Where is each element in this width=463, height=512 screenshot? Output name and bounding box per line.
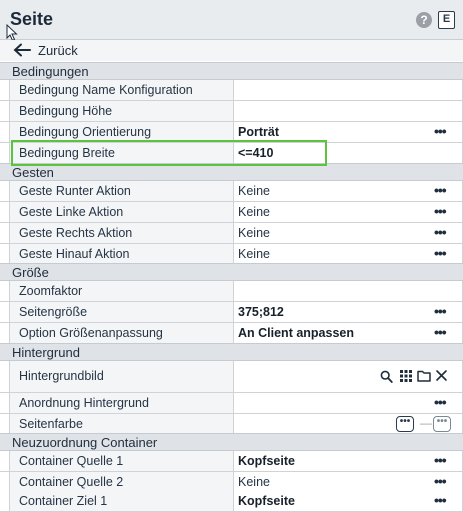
highlight-frame xyxy=(11,140,327,166)
property-label: Geste Linke Aktion xyxy=(19,205,124,219)
property-label: Geste Hinauf Aktion xyxy=(19,247,130,261)
property-row[interactable] xyxy=(0,181,463,202)
property-label: Hintergrundbild xyxy=(19,369,104,383)
property-label-cell xyxy=(9,101,234,121)
property-row[interactable] xyxy=(0,393,463,414)
property-row[interactable] xyxy=(0,223,463,244)
property-label: Bedingung Höhe xyxy=(19,104,113,118)
property-row[interactable] xyxy=(0,472,463,493)
property-row[interactable] xyxy=(0,451,463,472)
folder-icon[interactable] xyxy=(417,370,431,382)
more-options-icon[interactable]: ••• xyxy=(434,324,446,340)
e-badge-icon[interactable]: E xyxy=(438,11,455,29)
property-value[interactable]: Keine xyxy=(238,184,270,198)
property-row[interactable] xyxy=(0,202,463,223)
title-bar xyxy=(0,0,463,40)
property-value[interactable]: <=410 xyxy=(238,146,274,160)
page-title: Seite xyxy=(10,9,54,29)
back-bar[interactable] xyxy=(0,40,463,61)
more-options-icon[interactable]: ••• xyxy=(434,303,446,319)
property-value[interactable]: An Client anpassen xyxy=(238,326,354,340)
more-options-icon[interactable]: ••• xyxy=(434,394,446,410)
property-label-cell xyxy=(9,451,234,471)
section-title: Neuzuordnung Container xyxy=(12,435,158,450)
arrow-left-icon[interactable] xyxy=(13,43,31,57)
property-value[interactable]: Porträt xyxy=(238,125,279,139)
property-row[interactable] xyxy=(0,491,463,512)
section-hintergrund xyxy=(0,343,463,361)
property-label: Zoomfaktor xyxy=(19,284,83,298)
more-options-icon[interactable]: ••• xyxy=(434,245,446,261)
more-options-icon[interactable]: ••• xyxy=(434,473,446,489)
property-value[interactable]: Keine xyxy=(238,226,270,240)
property-label: Option Größenanpassung xyxy=(19,326,163,340)
section-title: Größe xyxy=(12,265,49,280)
property-value[interactable]: Keine xyxy=(238,205,270,219)
more-options-icon[interactable]: ••• xyxy=(434,123,446,139)
section-title: Hintergrund xyxy=(12,345,80,360)
property-label: Seitengröße xyxy=(19,305,88,319)
property-label-cell xyxy=(9,281,234,301)
more-options-icon[interactable]: ••• xyxy=(434,452,446,468)
property-label: Container Quelle 1 xyxy=(19,454,124,468)
property-row[interactable] xyxy=(0,414,463,435)
section-neuzuordnung-container xyxy=(0,433,463,451)
property-label-cell xyxy=(9,414,234,434)
more-options-icon[interactable]: ••• xyxy=(434,224,446,240)
property-label-cell xyxy=(9,393,234,413)
property-label: Anordnung Hintergrund xyxy=(19,396,149,410)
property-value[interactable]: Keine xyxy=(238,475,270,489)
color-picker-button[interactable]: ••• xyxy=(396,416,414,432)
property-label-cell xyxy=(9,491,234,511)
help-icon[interactable]: ? xyxy=(416,12,432,28)
property-row[interactable] xyxy=(0,101,463,122)
property-label-cell xyxy=(9,122,234,142)
grid-icon[interactable] xyxy=(400,370,412,382)
back-label[interactable]: Zurück xyxy=(38,43,78,58)
property-label-cell xyxy=(9,181,234,201)
property-row[interactable] xyxy=(0,281,463,302)
section-title: Gesten xyxy=(12,165,54,180)
property-row[interactable] xyxy=(0,244,463,265)
property-value[interactable]: Kopfseite xyxy=(238,494,295,508)
search-icon[interactable] xyxy=(380,370,393,384)
property-value[interactable]: Kopfseite xyxy=(238,454,295,468)
property-label: Container Quelle 2 xyxy=(19,475,124,489)
property-label: Seitenfarbe xyxy=(19,417,83,431)
property-label-cell xyxy=(9,472,234,492)
property-label-cell xyxy=(9,244,234,264)
property-label-cell xyxy=(9,361,234,392)
property-row[interactable] xyxy=(0,302,463,323)
color-picker-button-light[interactable]: ••• xyxy=(433,416,451,432)
section-bedingungen xyxy=(0,62,463,80)
more-options-icon[interactable]: ••• xyxy=(434,203,446,219)
property-label-cell xyxy=(9,302,234,322)
property-row[interactable] xyxy=(0,80,463,101)
property-label-cell xyxy=(9,223,234,243)
property-label-cell xyxy=(9,323,234,343)
more-options-icon[interactable]: ••• xyxy=(434,492,446,508)
property-label: Geste Runter Aktion xyxy=(19,184,131,198)
close-icon[interactable] xyxy=(436,370,447,381)
property-value[interactable]: Keine xyxy=(238,247,270,261)
property-label: Geste Rechts Aktion xyxy=(19,226,133,240)
separator-dash: — xyxy=(420,416,432,430)
property-label: Container Ziel 1 xyxy=(19,494,108,508)
section-title: Bedingungen xyxy=(12,64,89,79)
property-row[interactable] xyxy=(0,323,463,344)
property-value[interactable]: 375;812 xyxy=(238,305,284,319)
property-label-cell xyxy=(9,202,234,222)
property-row[interactable] xyxy=(0,361,463,393)
property-label: Bedingung Name Konfiguration xyxy=(19,83,193,97)
property-label: Bedingung Orientierung xyxy=(19,125,152,139)
more-options-icon[interactable]: ••• xyxy=(434,182,446,198)
section-groesse xyxy=(0,263,463,281)
property-label: Bedingung Breite xyxy=(19,146,115,160)
property-label-cell xyxy=(9,80,234,100)
